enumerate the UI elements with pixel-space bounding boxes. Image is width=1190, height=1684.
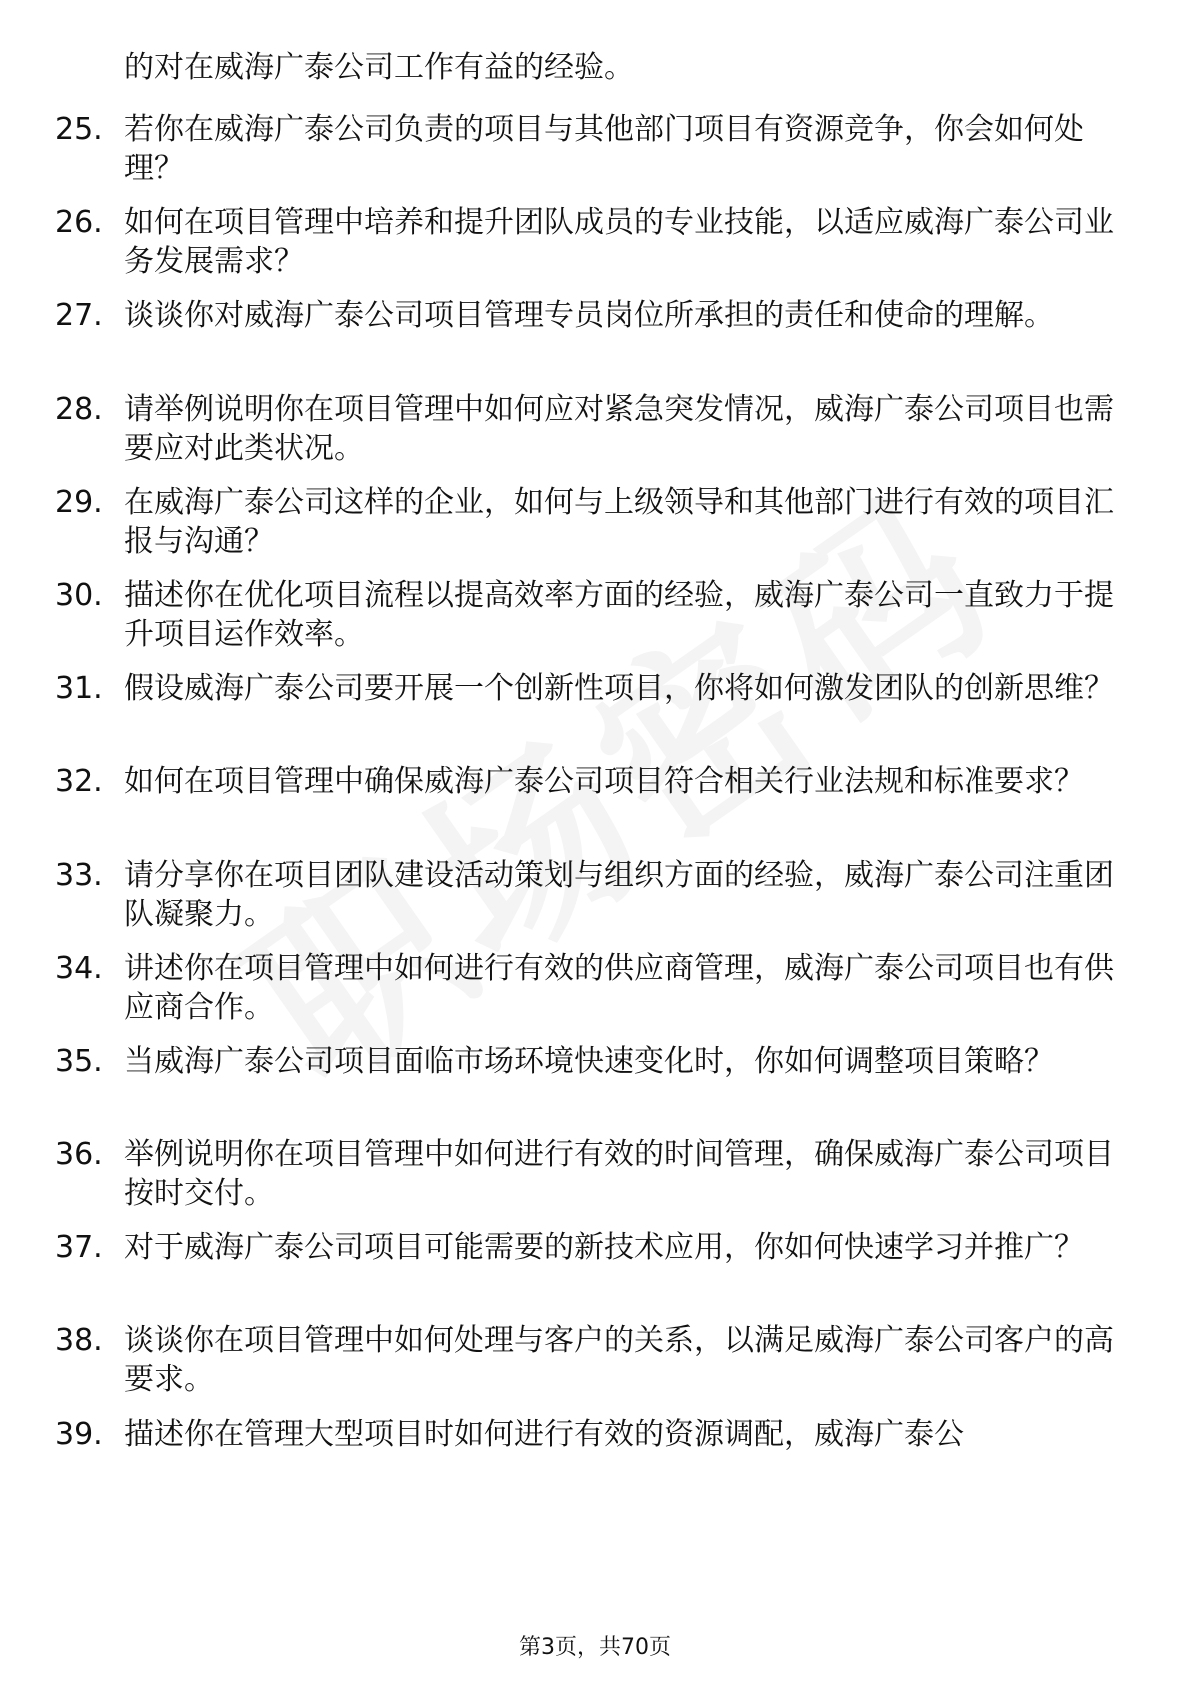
item-number: 36. (55, 1137, 103, 1173)
item-text: 如何在项目管理中确保威海广泰公司项目符合相关行业法规和标准要求？ (124, 764, 1084, 800)
list-item (0, 669, 1190, 762)
item-text: 谈谈你对威海广泰公司项目管理专员岗位所承担的责任和使命的理解。 (124, 298, 1054, 334)
list-item (0, 1321, 1190, 1414)
item-number: 33. (55, 857, 103, 893)
list-item (0, 1415, 1190, 1508)
item-number: 37. (55, 1230, 103, 1266)
question-list (0, 110, 1190, 1508)
item-number: 32. (55, 764, 103, 800)
list-item (0, 483, 1190, 576)
item-number: 38. (55, 1323, 103, 1359)
page-footer: 第3页，共70页 (519, 1635, 671, 1660)
item-number: 26. (55, 205, 103, 241)
item-text: 当威海广泰公司项目面临市场环境快速变化时，你如何调整项目策略？ (124, 1043, 1054, 1079)
list-item (0, 390, 1190, 483)
item-text: 谈谈你在项目管理中如何处理与客户的关系，以满足威海广泰公司客户的高要求。 (124, 1323, 1114, 1398)
item-text: 举例说明你在项目管理中如何进行有效的时间管理，确保威海广泰公司项目按时交付。 (124, 1137, 1114, 1212)
item-number: 39. (55, 1416, 103, 1452)
item-number: 28. (55, 391, 103, 427)
item-text: 描述你在管理大型项目时如何进行有效的资源调配，威海广泰公 (124, 1416, 964, 1452)
item-number: 34. (55, 950, 103, 986)
list-item (0, 949, 1190, 1042)
item-number: 27. (55, 298, 103, 334)
list-item (0, 296, 1190, 389)
item-text: 描述你在优化项目流程以提高效率方面的经验，威海广泰公司一直致力于提升项目运作效率。 (124, 577, 1114, 652)
list-item (0, 576, 1190, 669)
item-text: 若你在威海广泰公司负责的项目与其他部门项目有资源竞争，你会如何处理？ (124, 112, 1084, 186)
list-item (0, 1135, 1190, 1228)
list-item (0, 856, 1190, 949)
item-text: 请举例说明你在项目管理中如何应对紧急突发情况，威海广泰公司项目也需要应对此类状况。 (124, 391, 1114, 466)
list-item (0, 1228, 1190, 1321)
item-text: 在威海广泰公司这样的企业，如何与上级领导和其他部门进行有效的项目汇报与沟通？ (124, 484, 1114, 559)
item-number: 29. (55, 484, 103, 520)
item-text: 请分享你在项目团队建设活动策划与组织方面的经验，威海广泰公司注重团队凝聚力。 (124, 857, 1114, 932)
list-item (0, 110, 1190, 203)
item-number: 25. (55, 112, 103, 147)
item-text: 假设威海广泰公司要开展一个创新性项目，你将如何激发团队的创新思维？ (124, 671, 1114, 707)
list-item (0, 203, 1190, 296)
item-number: 31. (55, 671, 103, 707)
item-text: 对于威海广泰公司项目可能需要的新技术应用，你如何快速学习并推广？ (124, 1230, 1084, 1266)
continued-text: 的对在威海广泰公司工作有益的经验。 (124, 50, 634, 85)
item-text: 如何在项目管理中培养和提升团队成员的专业技能，以适应威海广泰公司业务发展需求？ (124, 205, 1114, 280)
item-number: 30. (55, 577, 103, 613)
list-item (0, 762, 1190, 855)
item-number: 35. (55, 1043, 103, 1079)
list-item (0, 1042, 1190, 1135)
item-text: 讲述你在项目管理中如何进行有效的供应商管理，威海广泰公司项目也有供应商合作。 (124, 950, 1114, 1025)
